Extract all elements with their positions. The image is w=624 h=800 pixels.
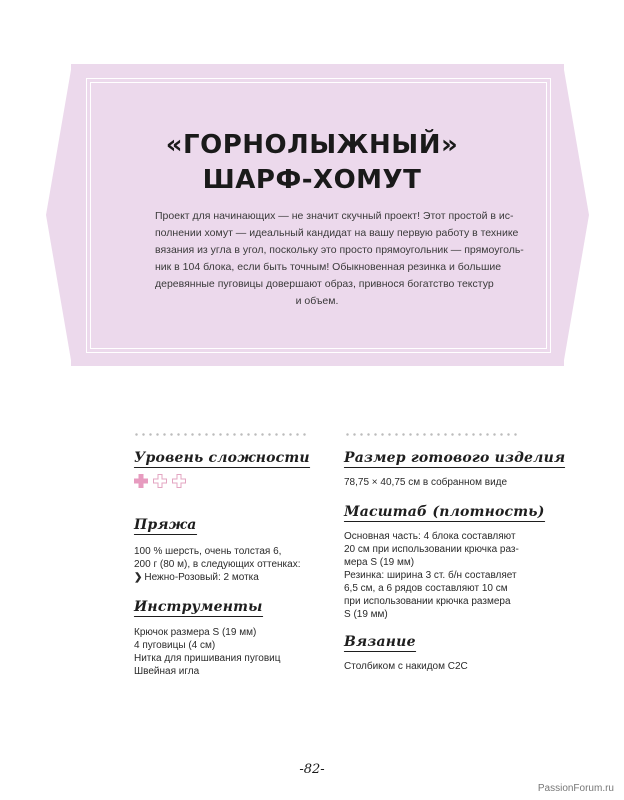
- knitting-value: Столбиком с накидом С2С: [344, 661, 468, 672]
- hero-banner-left-point: [46, 64, 72, 366]
- size-value: 78,75 × 40,75 см в собранном виде: [344, 477, 508, 488]
- intro-line: вязания из угла в угол, поскольку это просто прямоугольник — прямоуголь-: [155, 244, 524, 256]
- gauge-heading: Масштаб (плотность): [344, 504, 545, 520]
- size-text: [344, 476, 507, 489]
- tools-item: 4 пуговицы (4 см): [134, 640, 216, 651]
- difficulty-rating: [134, 474, 186, 488]
- size-heading: Размер готового изделия: [344, 450, 566, 466]
- gauge-details: [344, 530, 519, 621]
- difficulty-cross-icon: [134, 474, 148, 488]
- intro-paragraph: [155, 208, 524, 310]
- knitting-heading: Вязание: [344, 634, 416, 650]
- yarn-bullet-item: [134, 571, 300, 584]
- gauge-line: Резинка: ширина 3 ст. б/н составляет: [344, 570, 517, 581]
- page-title-line-2: ШАРФ-ХОМУТ: [202, 165, 422, 195]
- page-number: -82-: [299, 762, 325, 777]
- chevron-right-icon: ❯: [134, 572, 143, 583]
- tools-item: Швейная игла: [134, 666, 200, 677]
- intro-line: и объем.: [295, 295, 339, 307]
- yarn-details: [134, 545, 300, 584]
- knitting-text: [344, 660, 468, 673]
- gauge-line: 6,5 см, а 6 рядов составляют 10 см: [344, 583, 508, 594]
- difficulty-heading: Уровень сложности: [134, 450, 310, 466]
- hero-banner-right-point: [563, 64, 589, 366]
- intro-line: Проект для начинающих — не значит скучный проект! Этот простой в ис-: [155, 210, 514, 222]
- tools-item: Крючок размера S (19 мм): [134, 627, 257, 638]
- intro-line: деревянные пуговицы довершают образ, привнося богатство текстур: [155, 278, 494, 290]
- page-title-line-1: «ГОРНОЛЫЖНЫЙ»: [165, 130, 459, 160]
- yarn-heading: Пряжа: [134, 517, 197, 533]
- difficulty-cross-icon: [172, 474, 186, 488]
- difficulty-cross-icon: [153, 474, 167, 488]
- yarn-line: 200 г (80 м), в следующих оттенках:: [134, 559, 301, 570]
- tools-heading: Инструменты: [134, 599, 263, 615]
- intro-line: полнении хомут — идеальный кандидат на вашу первую работу в технике: [155, 227, 519, 239]
- yarn-line: 100 % шерсть, очень толстая 6,: [134, 546, 282, 557]
- gauge-line: S (19 мм): [344, 609, 388, 620]
- tools-item: Нитка для пришивания пуговиц: [134, 653, 281, 664]
- watermark: PassionForum.ru: [537, 783, 614, 794]
- intro-line: ник в 104 блока, если быть точным! Обыкновенная резинка и большие: [155, 261, 502, 273]
- dotted-divider-right: [344, 433, 520, 436]
- yarn-bullet-text: Нежно-Розовый: 2 мотка: [144, 572, 259, 583]
- tools-list: [134, 626, 280, 678]
- gauge-line: 20 см при использовании крючка раз-: [344, 544, 519, 555]
- gauge-line: при использовании крючка размера: [344, 596, 511, 607]
- dotted-divider-left: [133, 433, 309, 436]
- gauge-line: мера S (19 мм): [344, 557, 415, 568]
- gauge-line: Основная часть: 4 блока составляют: [344, 531, 516, 542]
